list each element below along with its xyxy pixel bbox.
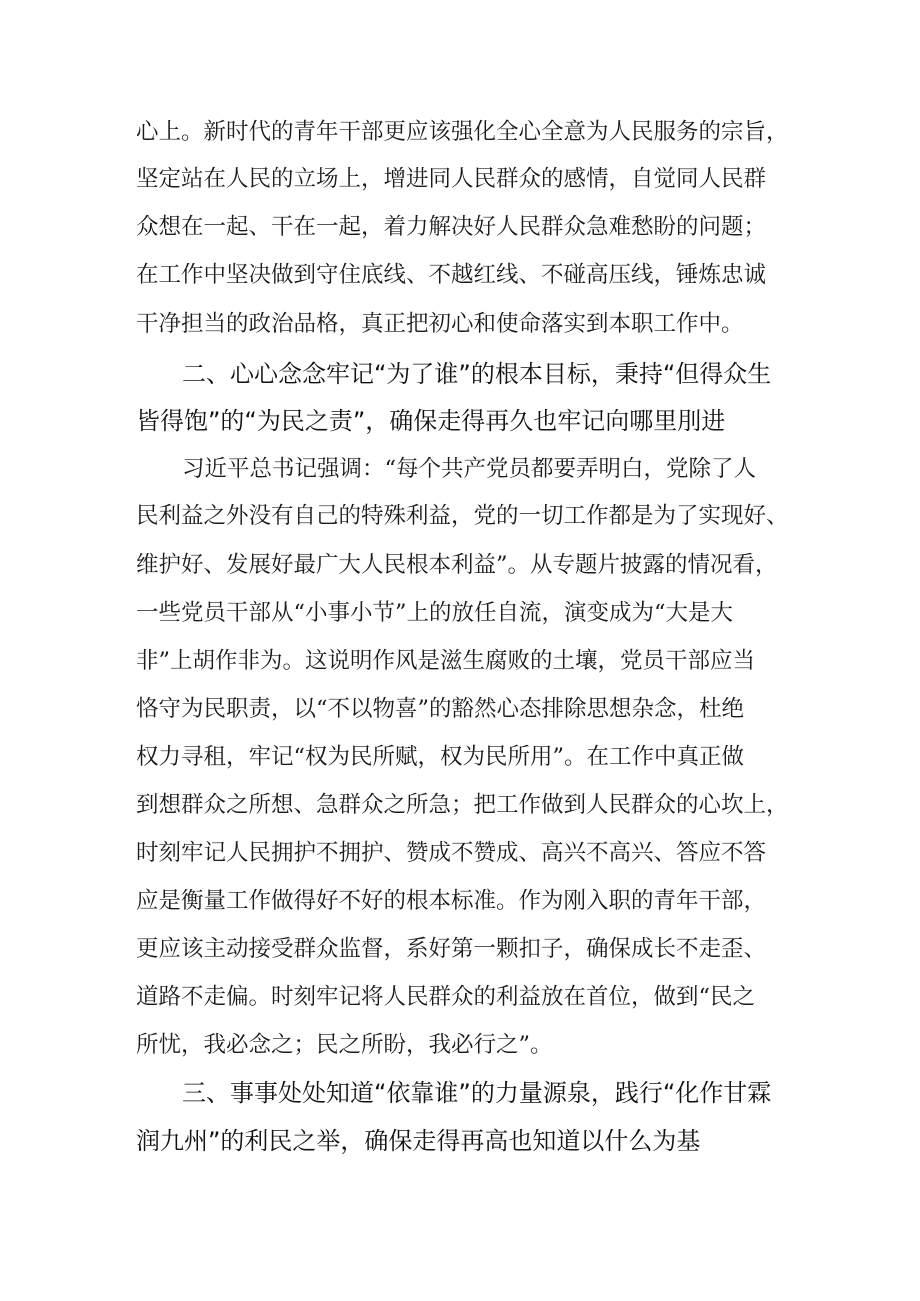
paragraph-1-line-2: 坚定站在人民的立场上，增进同人民群众的感情，自觉同人民群 <box>136 166 767 192</box>
paragraph-1-line-4: 在工作中坚决做到守住底线、不越红线、不碰高压线，锤炼忠诚 <box>136 262 767 288</box>
paragraph-2-line-7: 权力寻租，牢记“权为民所赋，权为民所用”。在工作中真正做 <box>136 744 745 770</box>
section-2-heading-line-2: 皆得饱”的“为民之责”，确保走得再久也牢记向哪里刖进 <box>136 407 726 435</box>
paragraph-2-line-3: 维护好、发展好最广大人民根本利益”。从专题片披露的情况看， <box>136 552 778 578</box>
paragraph-2-line-8: 到想群众之所想、急群众之所急；把工作做到人民群众的心坎上， <box>136 792 789 818</box>
paragraph-1-line-3: 众想在一起、干在一起，着力解决好人民群众急难愁盼的问题； <box>136 214 767 240</box>
paragraph-2-line-12: 道路不走偏。时刻牢记将人民群众的利益放在首位，做到“民之 <box>136 984 756 1010</box>
paragraph-2-line-2: 民利益之外没有自己的特殊利益，党的一切工作都是为了实现好、 <box>136 503 789 529</box>
paragraph-2-line-6: 恪守为民职责，以“不以物喜”的豁然心态排除思想杂念，杜绝 <box>136 696 745 722</box>
section-3-heading-line-1: 三、事事处处知道“依靠谁”的力量源泉，践行“化作甘霖 <box>182 1079 772 1107</box>
paragraph-2-line-13: 所忧，我必念之；民之所盼，我必行之”。 <box>136 1032 553 1058</box>
section-2-heading-line-1: 二、心心念念牢记“为了谁”的根本目标，秉持“但得众生 <box>182 360 772 388</box>
paragraph-2-line-1: 习近平总书记强调：“每个共产党员都要弄明白，党除了人 <box>182 456 757 482</box>
paragraph-1-line-1: 心上。新时代的青年干部更应该强化全心全意为人民服务的宗旨， <box>136 119 789 145</box>
paragraph-1-line-5: 干净担当的政治品格，真正把初心和使命落实到本职工作中。 <box>136 311 744 337</box>
paragraph-2-line-5: 非”上胡作非为。这说明作风是滋生腐败的土壤，党员干部应当 <box>136 648 756 674</box>
section-3-heading-line-2: 润九州”的利民之举，确保走得再高也知道以什么为基 <box>136 1127 701 1155</box>
paragraph-2-line-10: 应是衡量工作做得好不好的根本标准。作为刚入职的青年干部， <box>136 888 767 914</box>
paragraph-2-line-11: 更应该主动接受群众监督，系好第一颗扣子，确保成长不走歪、 <box>136 936 767 962</box>
paragraph-2-line-4: 一些党员干部从“小事小节”上的放任自流，演变成为“大是大 <box>136 600 734 626</box>
paragraph-2-line-9: 时刻牢记人民拥护不拥护、赞成不赞成、高兴不高兴、答应不答 <box>136 840 767 866</box>
